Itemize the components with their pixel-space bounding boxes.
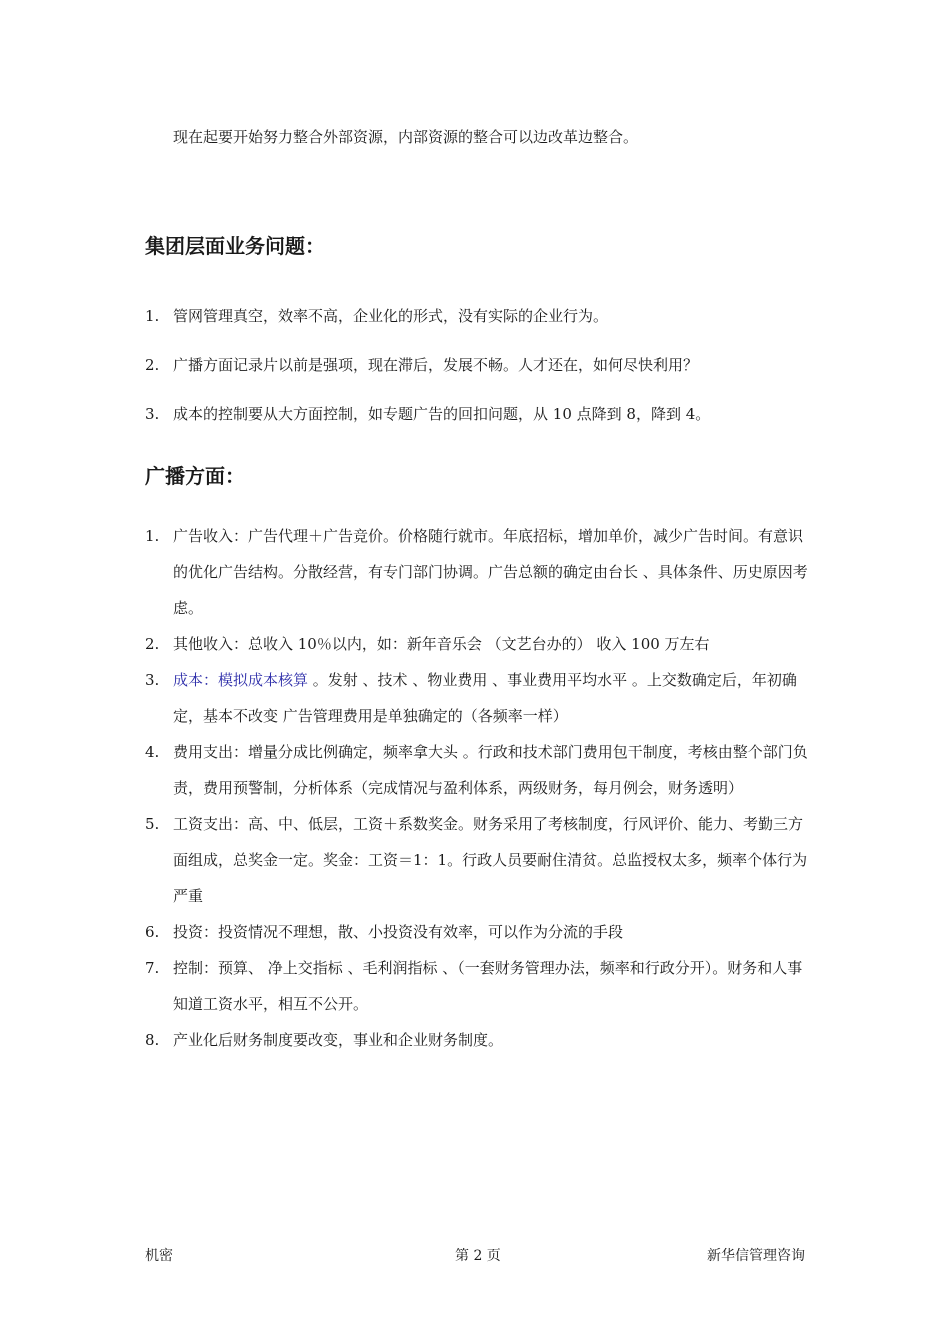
- list-number: 2.: [145, 356, 160, 374]
- list-item-text: 控制：预算、 净上交指标 、毛利润指标 、（一套财务管理办法，频率和行政分开）。财务和人事知道工资水平，相互不公开。: [173, 959, 803, 1013]
- broadcast-list: [145, 518, 815, 1058]
- list-item: [145, 950, 815, 1022]
- list-item-text: 。发射 、技术 、物业费用 、事业费用平均水平 。上交数确定后，年初确定，基本不改变 广告管理费用是单独确定的（各频率一样）: [173, 671, 797, 725]
- footer-page-number: 第 2 页: [455, 1248, 501, 1264]
- list-number: 1.: [145, 307, 160, 325]
- list-item-text: 管网管理真空，效率不高，企业化的形式，没有实际的企业行为。: [173, 307, 609, 325]
- list-item-text: 工资支出：高、中、低层，工资＋系数奖金。财务采用了考核制度，行风评价、能力、考勤三方面组成，总奖金一定。奖金：工资＝1：1。行政人员要耐住清贫。总监授权太多，频率个体行为严重: [173, 815, 808, 905]
- list-item: [145, 403, 815, 425]
- list-item: [145, 354, 815, 376]
- list-item-text: 其他收入：总收入 10％以内，如：新年音乐会 （文艺台办的） 收入 100 万左右: [173, 635, 710, 653]
- list-item-text: 广告收入：广告代理＋广告竞价。价格随行就市。年底招标，增加单价，减少广告时间。有意识的优化广告结构。分散经营，有专门部门协调。广告总额的确定由台长 、具体条件、历史原因考虑。: [173, 527, 808, 617]
- list-item-text: 产业化后财务制度要改变，事业和企业财务制度。: [173, 1031, 504, 1049]
- list-number: 8.: [145, 1031, 160, 1049]
- list-item-text: 成本的控制要从大方面控制，如专题广告的回扣问题，从 10 点降到 8，降到 4。: [173, 405, 711, 423]
- list-item: [145, 914, 815, 950]
- footer-company: 新华信管理咨询: [707, 1248, 805, 1264]
- list-number: 4.: [145, 743, 160, 761]
- highlighted-text: 成本：模拟成本核算: [173, 671, 309, 689]
- list-number: 5.: [145, 815, 160, 833]
- list-number: 6.: [145, 923, 160, 941]
- list-number: 3.: [145, 671, 160, 689]
- list-number: 3.: [145, 405, 160, 423]
- list-item-text: 费用支出：增量分成比例确定，频率拿大头 。行政和技术部门费用包干制度，考核由整个部门负责，费用预警制，分析体系（完成情况与盈利体系，两级财务，每月例会，财务透明）: [173, 743, 808, 797]
- list-item-text: 投资：投资情况不理想，散、小投资没有效率，可以作为分流的手段: [173, 923, 624, 941]
- list-item: [145, 305, 815, 327]
- list-item: [145, 626, 815, 662]
- list-number: 7.: [145, 959, 160, 977]
- list-item: [145, 1022, 815, 1058]
- intro-paragraph: 现在起要开始努力整合外部资源，内部资源的整合可以边改革边整合。: [173, 128, 639, 146]
- section-heading-group-issues: 集团层面业务问题：: [145, 234, 325, 258]
- section-heading-broadcast: 广播方面：: [145, 464, 245, 488]
- list-item: [145, 806, 815, 914]
- list-number: 2.: [145, 635, 160, 653]
- footer-confidential: 机密: [145, 1248, 173, 1264]
- list-item: [145, 518, 815, 626]
- list-number: 1.: [145, 527, 160, 545]
- list-item-text: 广播方面记录片以前是强项，现在滞后，发展不畅。人才还在，如何尽快利用？: [173, 356, 699, 374]
- group-issues-list: [145, 305, 815, 452]
- list-item: [145, 734, 815, 806]
- list-item: [145, 662, 815, 734]
